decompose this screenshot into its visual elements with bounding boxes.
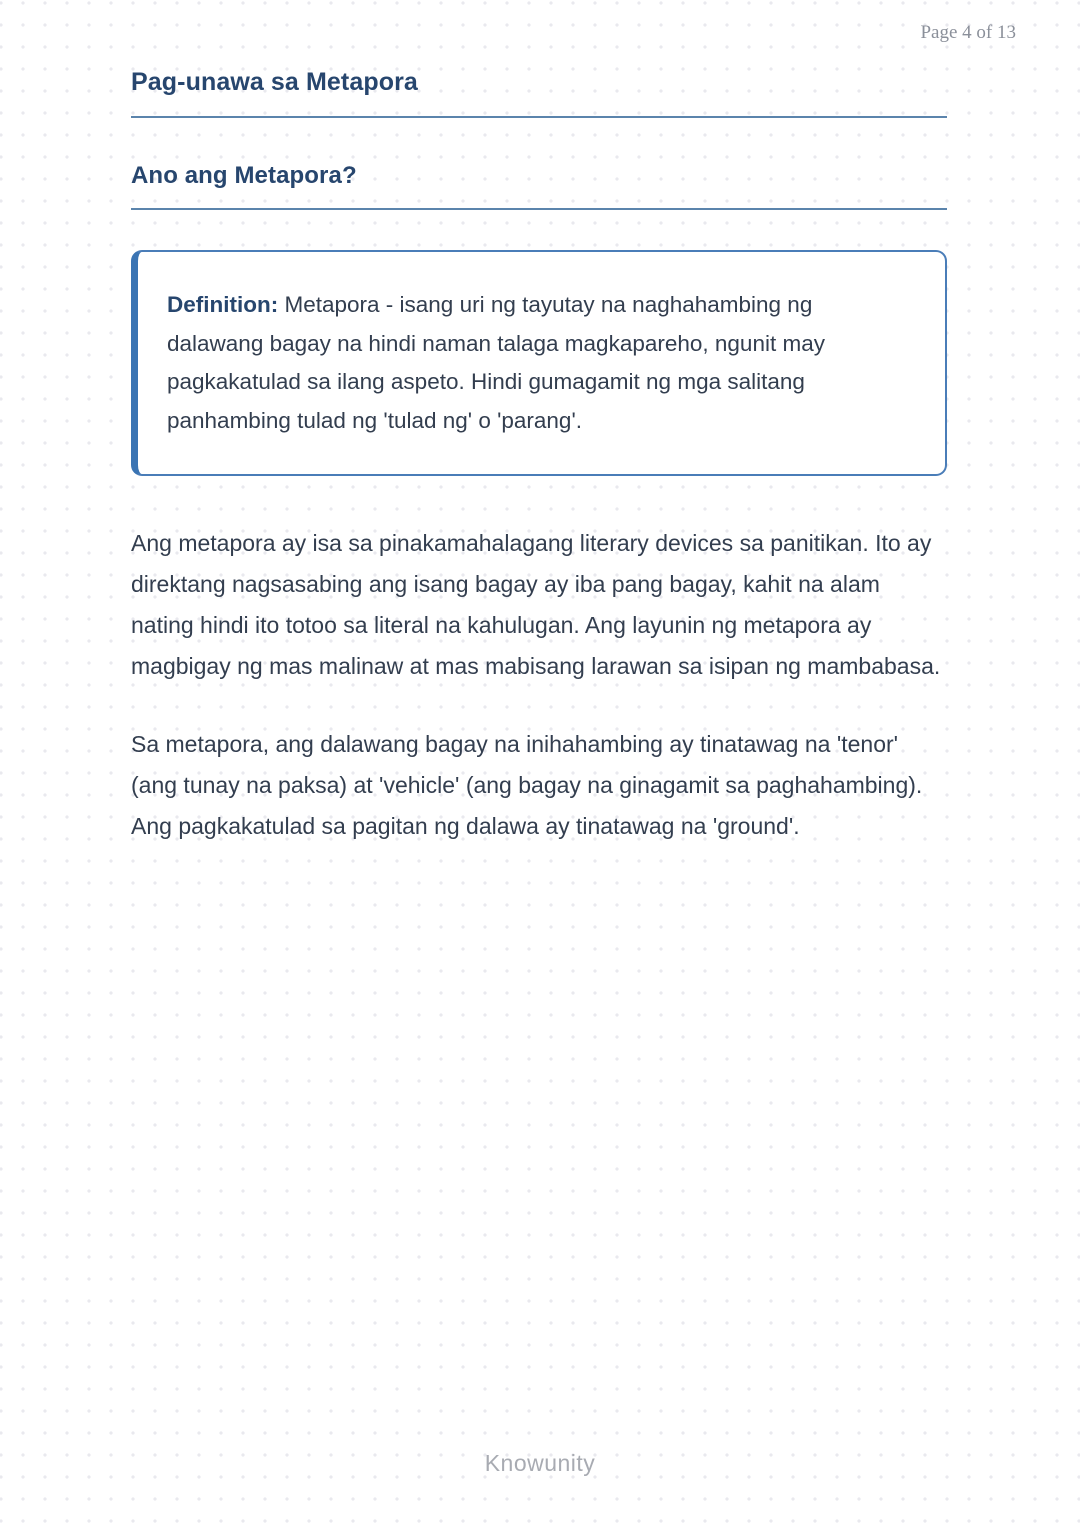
paragraph-tenor-vehicle: Sa metapora, ang dalawang bagay na inihahambing ay tinatawag na 'tenor' (ang tunay na paksa) at 'vehicle' (ang bagay na ginagamit sa paghahambing). Ang pagkakatulad sa pagitan ng dalawa ay tinatawag na 'ground'. — [131, 731, 923, 839]
footer-brand: Knowunity — [484, 1450, 596, 1476]
definition-text: Metapora - isang uri ng tayutay na naghahambing ng dalawang bagay na hindi naman talaga magkapareho, ngunit may pagkakatulad sa ilang aspeto. Hindi gumagamit ng mga salitang panhambing tulad ng 'tulad ng' o 'parang'. — [167, 292, 825, 433]
paragraph-metapora-intro: Ang metapora ay isa sa pinakamahalagang literary devices sa panitikan. Ito ay direktang nagsasabing ang isang bagay ay iba pang bagay, kahit na alam nating hindi ito totoo sa literal na kahulugan. Ang layunin ng metapora ay magbigay ng mas malinaw at mas mabisang larawan sa isipan ng mambabasa. — [131, 530, 941, 679]
page-content — [131, 0, 947, 847]
page-indicator: Page 4 of 13 — [920, 22, 1016, 43]
definition-callout-box — [131, 250, 947, 476]
definition-label: Definition: — [167, 292, 279, 317]
document-title: Pag-unawa sa Metapora — [131, 68, 947, 118]
section-title: Ano ang Metapora? — [131, 162, 947, 210]
